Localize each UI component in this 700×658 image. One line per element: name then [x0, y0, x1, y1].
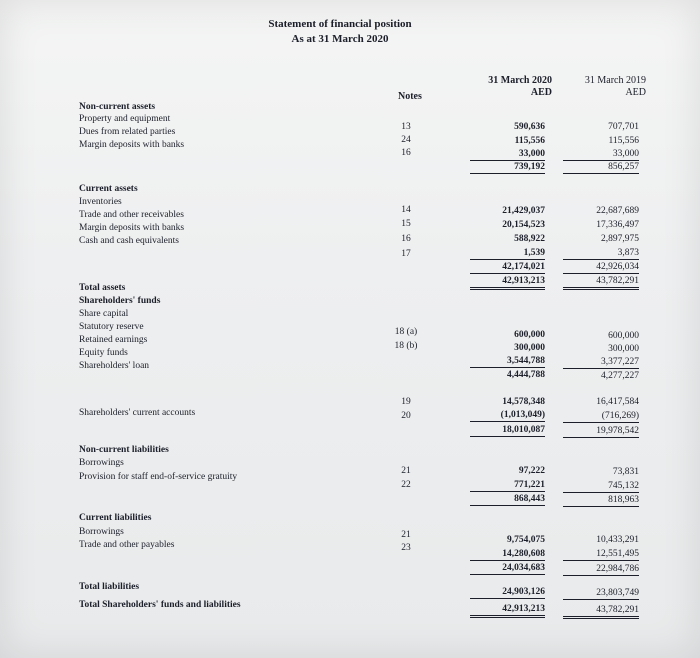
row-note: 22 — [401, 480, 411, 490]
subtotal-2019: 19,978,542 — [563, 426, 639, 438]
value-2020: 115,556 — [514, 136, 545, 146]
value-2019: 115,556 — [608, 136, 639, 146]
row-label: Provision for staff end-of-service gratuity — [79, 472, 238, 482]
value-2020: 1,539 — [470, 248, 545, 260]
value-2020: 21,429,037 — [502, 206, 545, 216]
statement-title: Statement of financial position — [268, 18, 412, 30]
total-2019: 23,803,749 — [563, 588, 639, 600]
row-note: 21 — [401, 466, 411, 476]
value-2019: 745,132 — [563, 481, 639, 493]
row-label: Property and equipment — [79, 114, 171, 124]
value-2020: 14,578,348 — [502, 397, 545, 407]
value-2020: 33,000 — [470, 149, 545, 161]
subtotal-2019: 42,926,034 — [563, 262, 639, 274]
value-2019: 17,336,497 — [596, 220, 639, 230]
value-2019: 10,433,291 — [596, 535, 639, 545]
value-2020: 4,444,788 — [507, 370, 545, 380]
total-2019: 43,782,291 — [563, 276, 639, 290]
subtotal-2019: 818,963 — [563, 495, 639, 507]
value-2020: 771,221 — [470, 480, 545, 492]
subtotal-2020: 42,174,021 — [470, 262, 545, 274]
row-label: Borrowings — [79, 527, 124, 537]
row-label: Margin deposits with banks — [79, 223, 185, 233]
value-2019: 33,000 — [563, 149, 639, 161]
row-note: 14 — [401, 205, 411, 215]
value-2019: 300,000 — [608, 344, 639, 354]
total-label: Total Shareholders' funds and liabilities — [79, 600, 241, 610]
section-heading: Non-current assets — [79, 102, 156, 112]
value-2019: 73,831 — [612, 467, 639, 477]
total-2020: 42,913,213 — [470, 276, 545, 290]
row-label: Equity funds — [79, 348, 128, 358]
row-label: Shareholders' current accounts — [79, 408, 196, 418]
subtotal-2020: 868,443 — [470, 494, 545, 506]
value-2020: 3,544,788 — [470, 356, 545, 368]
row-label: Trade and other payables — [79, 540, 175, 550]
value-2019: 2,897,975 — [601, 234, 639, 244]
total-label: Total assets — [79, 283, 126, 293]
row-note: 20 — [401, 411, 411, 421]
value-2020: 300,000 — [514, 343, 545, 353]
row-label: Share capital — [79, 309, 129, 319]
value-2020: 588,922 — [514, 234, 545, 244]
current-year-header: 31 March 2020 — [488, 75, 552, 86]
value-2019: (716,269) — [563, 411, 639, 423]
subtotal-2019: 22,984,786 — [563, 564, 639, 576]
row-label: Trade and other receivables — [79, 210, 184, 220]
row-label: Inventories — [79, 197, 122, 207]
row-label: Borrowings — [79, 458, 124, 468]
total-label: Total liabilities — [79, 582, 140, 592]
prior-currency-header: AED — [625, 87, 646, 98]
value-2020: 600,000 — [514, 330, 545, 340]
row-label: Retained earnings — [79, 335, 148, 345]
row-note: 13 — [401, 122, 411, 132]
section-heading: Non-current liabilities — [79, 445, 169, 455]
prior-year-header: 31 March 2019 — [584, 75, 646, 86]
value-2019: 3,873 — [563, 248, 639, 260]
section-heading: Shareholders' funds — [79, 296, 161, 306]
value-2020: 97,222 — [518, 466, 545, 476]
value-2020: 9,754,075 — [507, 535, 545, 545]
value-2019: 4,277,227 — [601, 371, 639, 381]
value-2020: 590,636 — [514, 122, 545, 132]
current-currency-header: AED — [530, 87, 552, 98]
row-note: 21 — [401, 530, 411, 540]
value-2019: 16,417,584 — [596, 397, 639, 407]
row-note: 16 — [401, 234, 411, 244]
row-note: 19 — [401, 397, 411, 407]
subtotal-2020: 18,010,087 — [470, 425, 545, 437]
value-2020: (1,013,049) — [470, 410, 545, 422]
row-note: 23 — [401, 543, 411, 553]
value-2020: 14,280,608 — [470, 549, 545, 561]
row-label: Shareholders' loan — [79, 361, 150, 371]
row-note: 17 — [401, 249, 411, 259]
value-2020: 20,154,523 — [502, 220, 545, 230]
total-2020: 24,903,126 — [470, 587, 545, 599]
statement-date: As at 31 March 2020 — [291, 33, 389, 45]
section-heading: Current liabilities — [79, 513, 152, 523]
subtotal-2020: 24,034,683 — [470, 563, 545, 575]
row-note: 24 — [401, 135, 411, 145]
row-label: Cash and cash equivalents — [79, 236, 179, 246]
grand-total-2020: 42,913,213 — [470, 604, 545, 618]
row-note: 15 — [401, 219, 411, 229]
row-note: 18 (b) — [394, 341, 418, 351]
row-label: Statutory reserve — [79, 322, 144, 332]
row-label: Margin deposits with banks — [79, 140, 185, 150]
subtotal-2019: 856,257 — [563, 162, 639, 174]
notes-column-header: Notes — [398, 91, 422, 102]
value-2019: 707,701 — [608, 122, 639, 132]
row-note: 18 (a) — [394, 327, 418, 337]
value-2019: 22,687,689 — [596, 206, 639, 216]
subtotal-2020: 739,192 — [470, 162, 545, 174]
grand-total-2019: 43,782,291 — [563, 605, 639, 619]
value-2019: 12,551,495 — [563, 549, 639, 561]
value-2019: 600,000 — [608, 331, 639, 341]
row-label: Dues from related parties — [79, 127, 176, 137]
value-2019: 3,377,227 — [563, 357, 639, 369]
row-note: 16 — [401, 148, 411, 158]
section-heading: Current assets — [79, 184, 138, 194]
